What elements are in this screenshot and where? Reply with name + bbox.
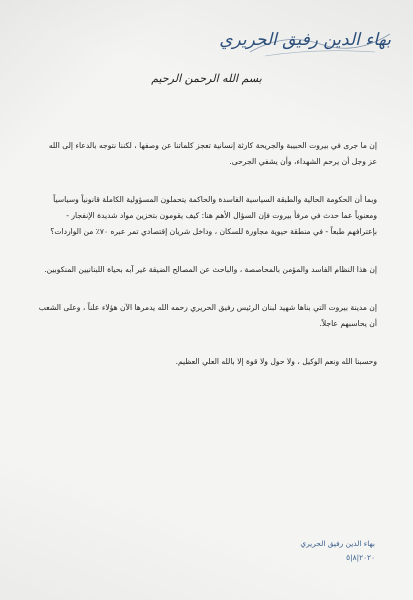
paragraph-3: إن هذا النظام الفاسد والمؤمن بالمحاصصة ، والباحث عن المصالح الضيقة غير آبه بحياة اللبنانيين المنكوبين. [44, 265, 377, 274]
signature-date: ٢٠٢٠|٨|٥ [346, 553, 375, 562]
paragraph-1: إن ما جرى في بيروت الحبيبة والجريحة كارثة إنسانية تعجز كلماتنا عن وصفها ، لكننا نتوجه بالدعاء إلى الله عز وجل أن يرحم الشهداء، وأن يشفي الجرحى. [48, 141, 377, 166]
statement-body [38, 138, 377, 392]
header-logo: بهاء الدين رفيق الحريري [219, 30, 391, 50]
paragraph-2: وبما أن الحكومة الحالية والطبقة السياسية الفاسدة والحاكمة يتحملون المسؤولية الكاملة قانونياً وسياسياً ومعنوياً عما حدث في مرفأ بيروت فإن السؤال الأهم هنا: كيف يقومون بتخزين مواد شديدة الإنفجار - بإعترافهم طبعاً - في منطقة حيوية مجاورة للسكان ، وداخل شريان إقتصادي تمر عبره ٧٠٪ من الواردات؟ [50, 195, 377, 236]
paragraph-5: وحسبنا الله ونعم الوكيل ، ولا حول ولا قوة إلا بالله العلي العظيم. [175, 357, 377, 366]
paragraph-4: إن مدينة بيروت التي بناها شهيد لبنان الرئيس رفيق الحريري رحمه الله يدمرها الآن هؤلاء علناً ، وعلى الشعب أن يحاسبهم عاجلاً. [38, 303, 377, 328]
signature-block [300, 537, 375, 565]
signature-name: بهاء الدين رفيق الحريري [300, 539, 375, 548]
basmala: بسم الله الرحمن الرحيم [151, 72, 262, 85]
